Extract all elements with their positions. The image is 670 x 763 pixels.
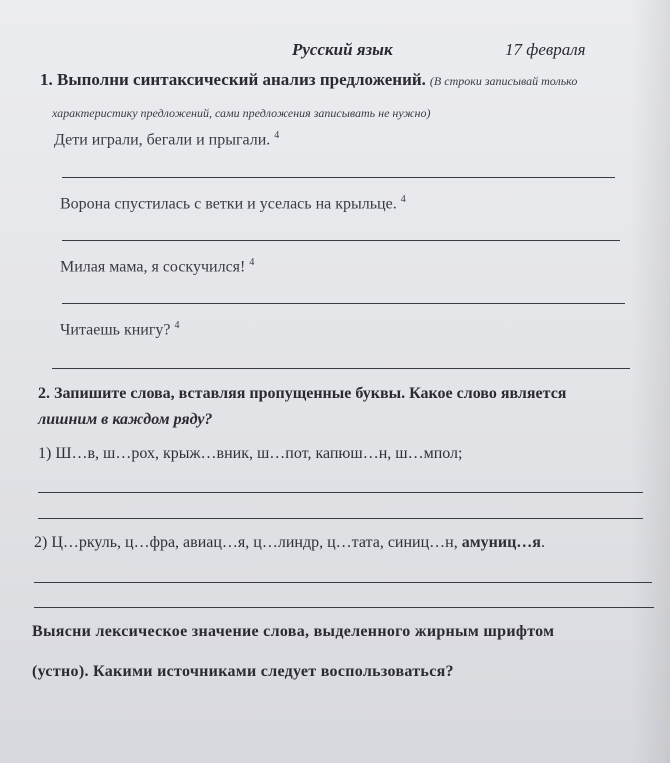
sentence-mark: 4	[400, 194, 406, 205]
sentence-mark: 4	[274, 130, 280, 141]
sentence-mark: 4	[249, 257, 255, 268]
answer-line-4	[52, 368, 630, 369]
task1-heading	[40, 70, 577, 90]
answer-line-1	[62, 177, 615, 178]
answer-line-8	[34, 607, 654, 608]
task1-title: 1. Выполни синтаксический анализ предложений.	[40, 70, 426, 89]
task1-note-part1: (В строки записывай только	[429, 74, 578, 88]
answer-line-5	[38, 492, 643, 493]
answer-line-3	[62, 303, 625, 304]
subject-title: Русский язык	[292, 40, 393, 59]
sentence-text: Милая мама, я соскучился!	[60, 258, 246, 276]
sentence-1	[54, 130, 279, 149]
row2-words: 2) Ц…ркуль, ц…фра, авиац…я, ц…линдр, ц…тата, синиц…н,	[34, 534, 458, 551]
task3-line1: Выясни лексическое значение слова, выделенного жирным шрифтом	[32, 623, 555, 640]
answer-line-6	[38, 518, 643, 519]
sentence-2	[60, 194, 406, 213]
task2-title-line1: 2. Запишите слова, вставляя пропущенные буквы. Какое слово является	[38, 385, 567, 402]
task2-title-line2: лишним в каждом ряду?	[38, 411, 213, 428]
task3-line2: (устно). Какими источниками следует воспользоваться?	[32, 663, 454, 680]
task2-row1: 1) Ш…в, ш…рох, крыж…вник, ш…пот, капюш…н, ш…мпол;	[38, 445, 463, 462]
task2-row2	[34, 534, 545, 552]
answer-line-7	[34, 582, 652, 583]
date-label: 17 февраля	[505, 40, 586, 59]
sentence-text: Ворона спустилась с ветки и уселась на крыльце.	[60, 195, 397, 213]
sentence-4	[60, 320, 180, 339]
page-shadow	[630, 0, 670, 763]
sentence-3	[60, 257, 254, 276]
answer-line-2	[62, 240, 620, 241]
sentence-text: Дети играли, бегали и прыгали.	[54, 131, 271, 149]
row2-period: .	[540, 534, 545, 551]
sentence-text: Читаешь книгу?	[60, 321, 171, 339]
sentence-mark: 4	[174, 320, 180, 331]
bold-word: амуниц…я	[461, 534, 541, 551]
task1-note-part2: характеристику предложений, сами предложения записывать не нужно)	[52, 106, 431, 120]
